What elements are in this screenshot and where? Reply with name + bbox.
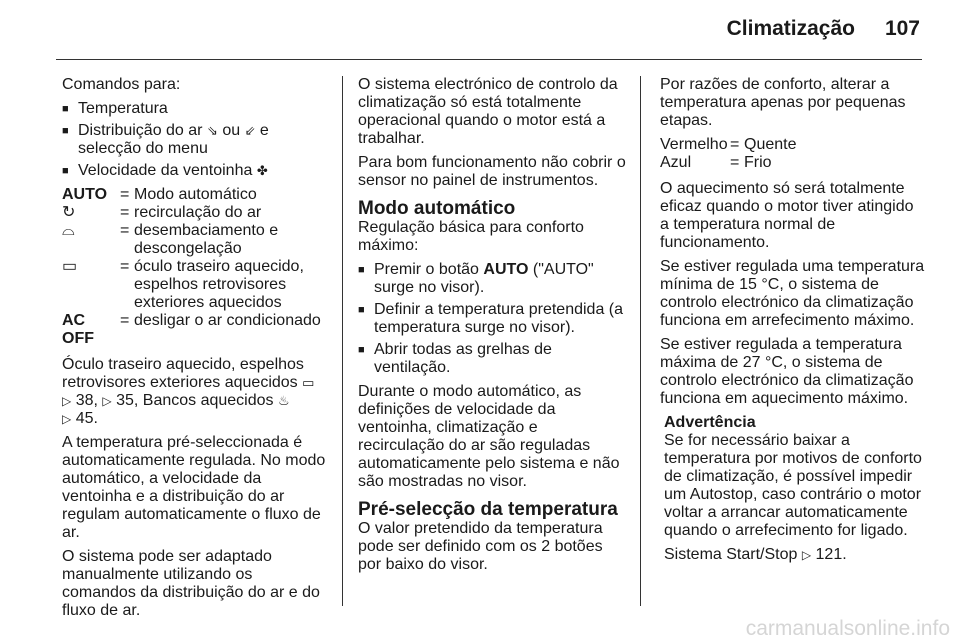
paragraph: Se estiver regulada a temperatura máxima de 27 °C, o sistema de controlo electrónico da climatização funciona em aquecimento máximo.: [660, 336, 914, 407]
definition-row: AC OFF = desligar o ar condicionado: [62, 312, 328, 348]
paragraph: Por razões de conforto, alterar a temperatura apenas por pequenas etapas.: [660, 76, 906, 129]
seat-heating-icon: ♨: [277, 393, 290, 408]
definition-desc: óculo traseiro aquecido, espelhos retrovisores exteriores aquecidos: [134, 258, 304, 311]
fan-icon: ✤: [256, 163, 268, 178]
definition-row: AUTO = Modo automático: [62, 186, 328, 204]
page-ref-arrow-icon: ▷: [62, 394, 72, 408]
bullet-icon: ■: [62, 165, 69, 177]
definition-term: Vermelho: [660, 136, 728, 153]
bullet-icon: ■: [62, 103, 69, 115]
rear-window-heating-icon: ▭: [302, 375, 315, 390]
bullet-icon: ■: [358, 264, 365, 276]
section-heading: Modo automático: [358, 198, 516, 219]
air-distribution-icon: ⇘: [206, 123, 218, 138]
paragraph: O valor pretendido da temperatura pode ser definido com os 2 botões por baixo do visor.: [358, 520, 603, 573]
definition-row: ↻ = recirculação do ar: [62, 204, 328, 222]
recirculation-icon: ↻: [62, 204, 76, 221]
list-item: ■ Distribuição do ar ⇘ ou ⇙ e selecção do menu: [62, 122, 269, 157]
page-number: 107: [884, 17, 920, 40]
definition-row: ▭ = óculo traseiro aquecido, espelhos retrovisores exteriores aquecidos: [62, 258, 328, 312]
paragraph: Se for necessário baixar a temperatura por motivos de conforto de climatização, é possível impedir um Autostop, caso contrário o motor voltar a arrancar automaticamente quando o arrefecimento for ligado.: [664, 432, 922, 539]
definition-desc: desligar o ar condicionado: [134, 312, 321, 329]
page-ref-arrow-icon: ▷: [62, 412, 72, 426]
page-ref-arrow-icon: ▷: [801, 548, 812, 562]
paragraph: O aquecimento só será totalmente eficaz quando o motor tiver atingido a temperatura normal de funcionamento.: [660, 180, 914, 251]
paragraph: O sistema electrónico de controlo da climatização só está totalmente operacional quando o motor está a trabalhar.: [358, 76, 618, 147]
column-right: [660, 76, 926, 570]
definition-desc: Modo automático: [134, 186, 257, 203]
definition-list: [660, 136, 926, 172]
definition-desc: Quente: [744, 136, 797, 153]
column-divider: [640, 76, 641, 606]
paragraph: Durante o modo automático, as definições de velocidade da ventoinha, climatização e recirculação do ar são reguladas automaticamente pelo sistema e não são mostradas no visor.: [358, 383, 620, 490]
list-item: ■ Velocidade da ventoinha ✤: [62, 162, 268, 179]
definition-list: [62, 186, 328, 348]
definition-row: Azul = Frio: [660, 154, 926, 172]
bullet-icon: ■: [358, 304, 365, 316]
list-item: ■ Definir a temperatura pretendida (a temperatura surge no visor).: [358, 301, 624, 336]
warning-box: [660, 414, 926, 564]
paragraph: A temperatura pré-seleccionada é automaticamente regulada. No modo automático, a velocidade da ventoinha e a distribuição do ar regulam automaticamente o fluxo de ar.: [62, 434, 326, 541]
windscreen-defrost-icon: ⌓: [62, 222, 75, 239]
header-divider: [56, 59, 922, 60]
definition-desc: desembaciamento e descongelação: [134, 222, 279, 257]
definition-desc: recirculação do ar: [134, 204, 262, 221]
definition-term: AUTO: [62, 186, 108, 203]
paragraph: Regulação básica para conforto máximo:: [358, 219, 584, 254]
column-divider: [342, 76, 343, 606]
list-item: ■ Abrir todas as grelhas de ventilação.: [358, 341, 552, 376]
page-header: [0, 0, 960, 62]
list-item: ■ Temperatura: [62, 100, 168, 117]
steps-list: [358, 261, 626, 377]
bullet-icon: ■: [62, 125, 69, 137]
warning-title: Advertência: [664, 414, 756, 431]
list-item: ■ Premir o botão AUTO ("AUTO" surge no visor).: [358, 261, 594, 296]
paragraph: Óculo traseiro aquecido, espelhos retrovisores exteriores aquecidos ▭ ▷ 38, ▷ 35, Bancos aquecidos ♨ ▷ 45.: [62, 356, 315, 427]
bullet-icon: ■: [358, 344, 365, 356]
intro-text: Comandos para:: [62, 76, 181, 93]
definition-desc: Frio: [744, 154, 772, 171]
paragraph: O sistema pode ser adaptado manualmente utilizando os comandos da distribuição do ar e do fluxo de ar.: [62, 548, 320, 619]
chapter-title: Climatização: [726, 17, 855, 40]
column-middle: [358, 76, 626, 580]
section-heading: Pré-selecção da temperatura: [358, 499, 618, 520]
definition-term: AC OFF: [62, 312, 94, 347]
definition-term: Azul: [660, 154, 692, 171]
column-left: [62, 76, 328, 626]
watermark: carmanualsonline.info: [745, 617, 950, 640]
paragraph: Para bom funcionamento não cobrir o sensor no painel de instrumentos.: [358, 154, 626, 189]
rear-window-heating-icon: ▭: [62, 258, 78, 275]
page-ref-arrow-icon: ▷: [102, 394, 112, 408]
definition-row: ⌓ = desembaciamento e descongelação: [62, 222, 328, 258]
controls-list: [62, 100, 328, 180]
definition-row: Vermelho = Quente: [660, 136, 926, 154]
paragraph: Sistema Start/Stop ▷ 121.: [664, 546, 847, 563]
air-distribution-icon: ⇙: [244, 123, 256, 138]
paragraph: Se estiver regulada uma temperatura mínima de 15 °C, o sistema de controlo electrónico da climatização funciona em arrefecimento máximo.: [660, 258, 925, 329]
